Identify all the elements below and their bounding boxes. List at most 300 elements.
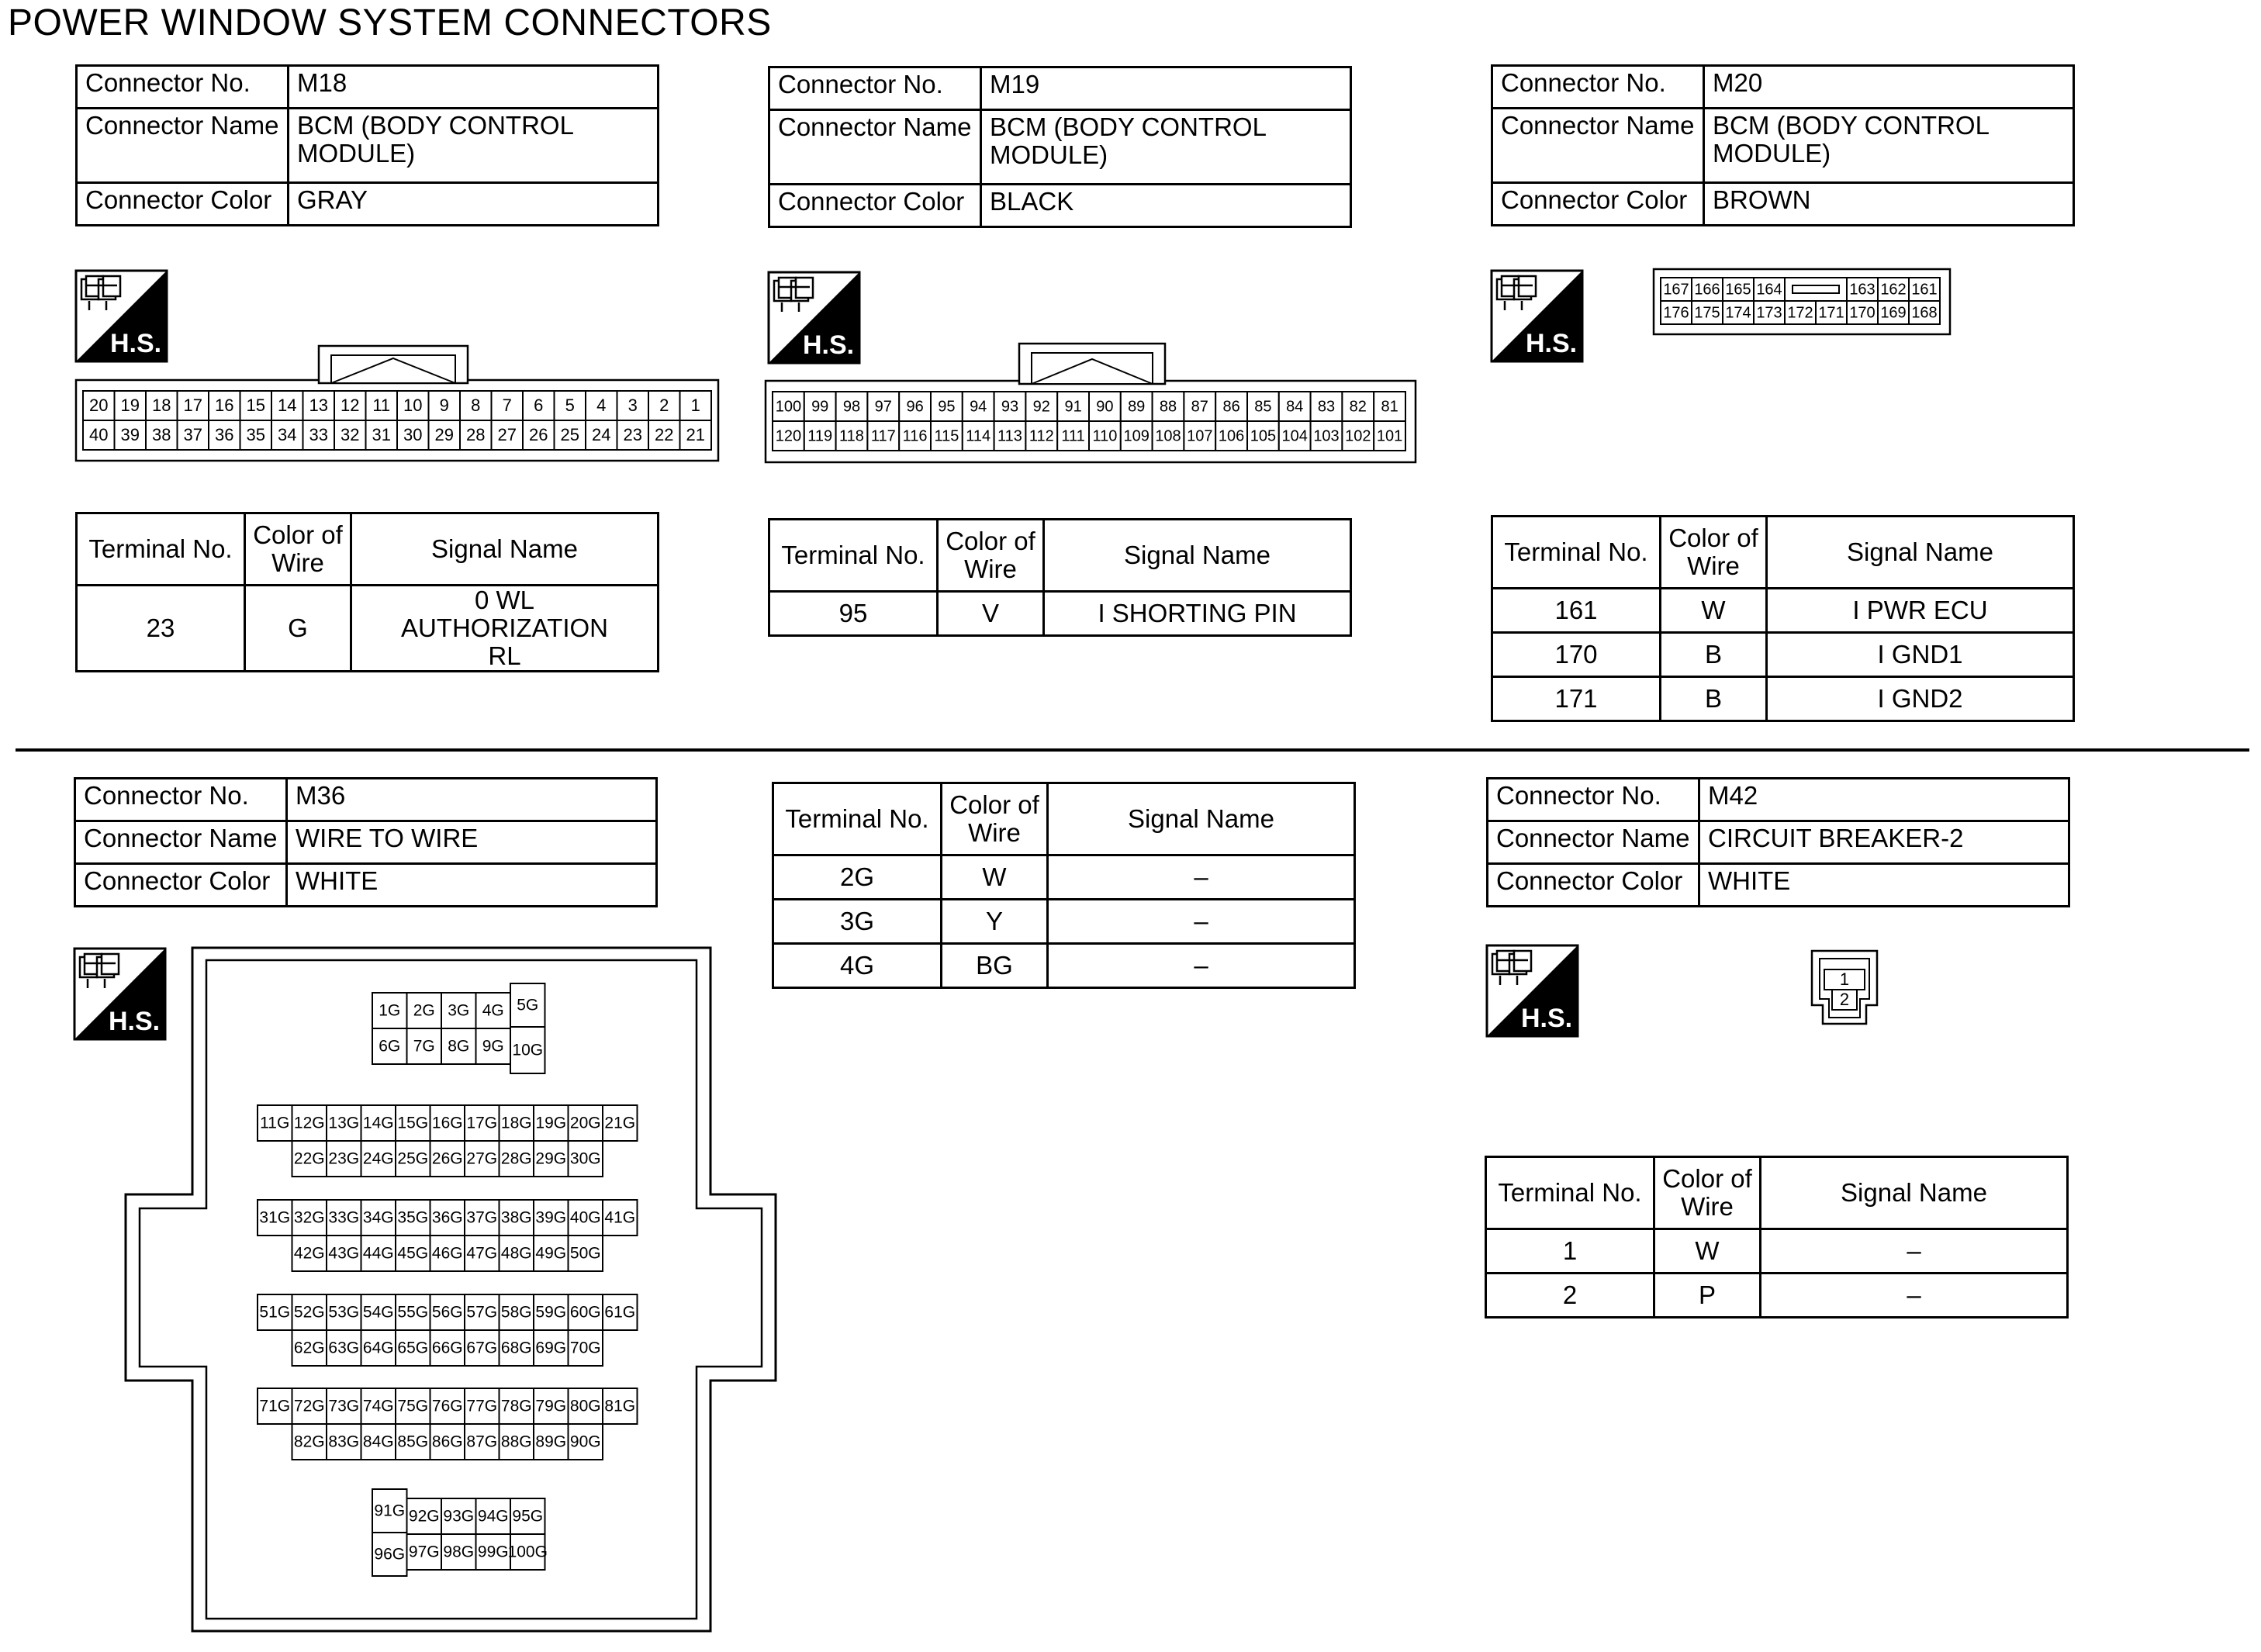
pin-cell	[430, 1424, 465, 1460]
pin-label: 22	[655, 424, 674, 444]
pin-label: 82G	[293, 1433, 325, 1451]
pin-cell	[1374, 392, 1405, 421]
pin-label: 93	[1001, 398, 1019, 416]
pin-label: 31	[372, 424, 391, 444]
wire-color: W	[942, 855, 1048, 900]
pin-label: 28G	[500, 1149, 532, 1168]
pin-label: 117	[870, 427, 896, 445]
pin-label: 33	[309, 424, 328, 444]
pin-label: 65G	[397, 1339, 429, 1357]
m20-connector-face	[1653, 268, 1951, 337]
wire-color: W	[1661, 589, 1767, 633]
pin-label: 106	[1218, 427, 1245, 445]
pin-cell	[603, 1200, 638, 1236]
pin-label: 17G	[466, 1114, 498, 1132]
pin-cell	[994, 392, 1026, 421]
pin-cell	[680, 391, 712, 420]
pin-cell	[361, 1330, 396, 1366]
m20-terminal-table	[1491, 515, 2075, 722]
pin-label: 8	[471, 395, 481, 415]
pin-cell	[430, 1105, 465, 1141]
pin-label: 71G	[259, 1397, 291, 1415]
pin-label: 101	[1376, 427, 1403, 445]
pin-label: 113	[997, 427, 1022, 445]
table-row	[773, 855, 1355, 900]
pin-cell	[1754, 301, 1785, 324]
terminal-no-header: Terminal No.	[77, 513, 245, 586]
pin-label: 23G	[328, 1149, 360, 1168]
pin-label: 5G	[517, 996, 539, 1014]
pin-cell	[1847, 301, 1878, 324]
terminal-no-header: Terminal No.	[773, 783, 942, 855]
pin-label: 11	[372, 395, 391, 415]
pin-label: 87	[1191, 398, 1208, 416]
pin-label: 175	[1694, 304, 1720, 322]
table-row	[1492, 677, 2074, 721]
signal-name: I PWR ECU	[1767, 589, 2074, 633]
pin-label: 84G	[362, 1433, 394, 1451]
signal-name-header: Signal Name	[1048, 783, 1355, 855]
pin-label: 39G	[535, 1208, 567, 1227]
pin-cell	[534, 1330, 569, 1366]
m20-connector-no: M20	[1704, 66, 2074, 109]
pin-cell	[510, 1498, 545, 1534]
pin-label: 51G	[259, 1303, 291, 1322]
pin-cell	[430, 1294, 465, 1330]
m36-connector-face	[124, 946, 777, 1633]
pin-cell	[396, 1388, 430, 1424]
pin-label: 87G	[466, 1433, 498, 1451]
pin-cell	[397, 420, 429, 450]
pin-label: 76G	[431, 1397, 463, 1415]
pin-cell	[1878, 301, 1909, 324]
pin-label: 4	[596, 395, 607, 415]
pin-cell	[836, 392, 868, 421]
pin-cell	[500, 1105, 534, 1141]
pin-cell	[396, 1424, 430, 1460]
pin-cell	[500, 1294, 534, 1330]
pin-cell	[603, 1105, 638, 1141]
pin-cell	[500, 1388, 534, 1424]
pin-label: 18G	[500, 1114, 532, 1132]
pin-label: 40	[89, 424, 109, 444]
pin-label: 81	[1381, 398, 1398, 416]
terminal-no: 1	[1486, 1229, 1654, 1274]
pin-cell	[465, 1388, 500, 1424]
pin-label: 85	[1254, 398, 1272, 416]
pin-label: 15	[246, 395, 265, 415]
pin-cell	[327, 1105, 361, 1141]
pin-label: 105	[1250, 427, 1277, 445]
wire-color: BG	[942, 944, 1048, 988]
pin-label: 170	[1849, 304, 1876, 322]
pin-label: 20G	[569, 1114, 601, 1132]
table-row	[1492, 633, 2074, 677]
pin-label: 21	[686, 424, 705, 444]
pin-cell	[586, 420, 617, 450]
pin-label: 16G	[431, 1114, 463, 1132]
signal-name: –	[1048, 855, 1355, 900]
terminal-no-header: Terminal No.	[1492, 517, 1661, 589]
pin-label: 98	[842, 398, 861, 416]
terminal-no: 23	[77, 586, 245, 672]
wire-color: G	[245, 586, 351, 672]
hs-label: H.S.	[1520, 1004, 1573, 1033]
pin-cell	[500, 1330, 534, 1366]
pin-label: 58G	[500, 1303, 532, 1322]
pin-label: 36	[215, 424, 234, 444]
pin-cell	[372, 1533, 407, 1576]
pin-cell	[327, 1424, 361, 1460]
pin-cell	[1785, 301, 1816, 324]
pin-cell	[534, 1105, 569, 1141]
connector-no-label: Connector No.	[75, 779, 287, 821]
pin-label: 166	[1694, 281, 1720, 299]
pin-label: 82	[1349, 398, 1367, 416]
pin-label: 38G	[500, 1208, 532, 1227]
pin-cell	[555, 391, 586, 420]
pin-cell	[1374, 421, 1405, 451]
terminal-no: 95	[769, 592, 938, 636]
pin-label: 100	[775, 398, 802, 416]
pin-cell	[569, 1294, 603, 1330]
pin-cell	[327, 1330, 361, 1366]
pin-label: 4G	[482, 1001, 504, 1020]
pin-cell	[146, 420, 178, 450]
m42-terminal-table	[1485, 1156, 2069, 1318]
pin-label: 162	[1880, 281, 1907, 299]
pin-label: 3	[627, 395, 638, 415]
connector-no-label: Connector No.	[77, 66, 289, 109]
pin-label: 93G	[443, 1507, 475, 1526]
pin-cell	[867, 421, 899, 451]
signal-name-header: Signal Name	[1044, 520, 1351, 592]
pin-label: 104	[1281, 427, 1308, 445]
pin-cell	[209, 391, 240, 420]
pin-cell	[1247, 392, 1279, 421]
pin-cell	[1184, 421, 1215, 451]
pin-label: 36G	[431, 1208, 463, 1227]
pin-label: 40G	[569, 1208, 601, 1227]
signal-name: I GND1	[1767, 633, 2074, 677]
pin-cell	[1824, 969, 1865, 990]
pin-label: 161	[1911, 281, 1938, 299]
pin-cell	[648, 391, 680, 420]
pin-label: 1	[1839, 969, 1850, 989]
pin-label: 165	[1725, 281, 1751, 299]
signal-name: I GND2	[1767, 677, 2074, 721]
pin-cell	[372, 1028, 407, 1064]
pin-cell	[1153, 421, 1184, 451]
connector-color-label: Connector Color	[77, 183, 289, 226]
signal-name: –	[1761, 1229, 2068, 1274]
pin-label: 90G	[569, 1433, 601, 1451]
pin-cell	[1279, 392, 1311, 421]
table-row	[1486, 1229, 2068, 1274]
table-row	[773, 900, 1355, 944]
pin-label: 60G	[569, 1303, 601, 1322]
pin-cell	[396, 1141, 430, 1177]
pin-label: 32G	[293, 1208, 325, 1227]
pin-cell	[396, 1200, 430, 1236]
pin-cell	[361, 1294, 396, 1330]
pin-cell	[523, 420, 555, 450]
pin-cell	[327, 1388, 361, 1424]
pin-label: 74G	[362, 1397, 394, 1415]
pin-label: 116	[902, 427, 928, 445]
pin-cell	[115, 420, 147, 450]
pin-cell	[1847, 278, 1878, 301]
m18-connector-no: M18	[289, 66, 659, 109]
pin-cell	[1247, 421, 1279, 451]
pin-cell	[396, 1105, 430, 1141]
pin-cell	[258, 1294, 292, 1330]
pin-cell	[361, 1424, 396, 1460]
pin-label: 66G	[431, 1339, 463, 1357]
pin-cell	[603, 1388, 638, 1424]
m36-terminal-table	[772, 782, 1356, 989]
pin-cell	[555, 420, 586, 450]
pin-label: 27	[497, 424, 517, 444]
m18-terminal-table	[75, 512, 659, 672]
pin-cell	[366, 391, 398, 420]
pin-cell	[500, 1200, 534, 1236]
pin-cell	[804, 392, 836, 421]
pin-label: 97	[874, 398, 892, 416]
connector-no-label: Connector No.	[1488, 779, 1699, 821]
pin-label: 90	[1096, 398, 1114, 416]
pin-cell	[465, 1141, 500, 1177]
pin-cell	[441, 993, 476, 1028]
pin-cell	[1121, 392, 1153, 421]
pin-cell	[1089, 421, 1121, 451]
pin-cell	[327, 1236, 361, 1271]
pin-cell	[460, 391, 492, 420]
pin-cell	[303, 391, 335, 420]
latch-inner	[1032, 353, 1153, 384]
hs-label: H.S.	[802, 330, 855, 360]
pin-label: 9	[439, 395, 449, 415]
pin-label: 37G	[466, 1208, 498, 1227]
pin-label: 37	[183, 424, 202, 444]
pin-label: 27G	[466, 1149, 498, 1168]
pin-cell	[569, 1141, 603, 1177]
pin-cell	[1311, 392, 1343, 421]
pin-cell	[899, 421, 931, 451]
pin-cell	[1754, 278, 1785, 301]
pin-cell	[430, 1330, 465, 1366]
pin-cell	[361, 1141, 396, 1177]
pin-cell	[1909, 301, 1940, 324]
m19-connector-no: M19	[981, 67, 1351, 110]
pin-label: 1G	[379, 1001, 401, 1020]
pin-label: 88	[1159, 398, 1177, 416]
pin-label: 23	[623, 424, 642, 444]
pin-cell	[476, 1028, 511, 1064]
pin-cell	[1153, 392, 1184, 421]
pin-cell	[292, 1200, 327, 1236]
pin-cell	[476, 1498, 511, 1534]
terminal-no: 170	[1492, 633, 1661, 677]
m42-connector-face	[1810, 949, 1880, 1027]
pin-cell	[963, 392, 994, 421]
pin-cell	[492, 391, 524, 420]
pin-label: 68G	[500, 1339, 532, 1357]
pin-label: 96	[906, 398, 924, 416]
pin-label: 34	[278, 424, 297, 444]
pin-label: 173	[1756, 304, 1782, 322]
pin-cell	[1878, 278, 1909, 301]
pin-cell	[83, 391, 115, 420]
pin-cell	[396, 1236, 430, 1271]
pin-label: 25	[560, 424, 579, 444]
pin-label: 81G	[604, 1397, 636, 1415]
pin-cell	[523, 391, 555, 420]
pin-cell	[1057, 421, 1089, 451]
pin-cell	[931, 392, 963, 421]
center-key-inner	[1793, 285, 1839, 293]
pin-cell	[361, 1105, 396, 1141]
pin-cell	[407, 1028, 442, 1064]
m19-connector-info	[768, 66, 1352, 228]
pin-cell	[836, 421, 868, 451]
pin-label: 33G	[328, 1208, 360, 1227]
pin-label: 3G	[448, 1001, 470, 1020]
pin-label: 111	[1061, 427, 1085, 445]
pin-label: 42G	[293, 1244, 325, 1263]
pin-label: 35G	[397, 1208, 429, 1227]
hs-label: H.S.	[108, 1007, 161, 1036]
wire-color: W	[1654, 1229, 1761, 1274]
pin-cell	[508, 1534, 548, 1570]
pin-label: 19G	[535, 1114, 567, 1132]
connector-color-label: Connector Color	[769, 185, 981, 227]
pin-label: 2	[1839, 989, 1850, 1009]
pin-cell	[430, 1236, 465, 1271]
pin-cell	[430, 1141, 465, 1177]
m20-connector-name: BCM (BODY CONTROL MODULE)	[1704, 109, 2074, 183]
pin-cell	[441, 1498, 476, 1534]
pin-cell	[1121, 421, 1153, 451]
pin-cell	[1342, 421, 1374, 451]
pin-label: 107	[1187, 427, 1213, 445]
pin-label: 63G	[328, 1339, 360, 1357]
pin-cell	[271, 391, 303, 420]
pin-label: 26	[529, 424, 548, 444]
pin-cell	[1215, 421, 1247, 451]
latch-inner	[331, 355, 455, 383]
pin-label: 86	[1222, 398, 1240, 416]
pin-label: 70G	[569, 1339, 601, 1357]
pin-cell	[1661, 301, 1692, 324]
m19-connector-name: BCM (BODY CONTROL MODULE)	[981, 110, 1351, 185]
connector-name-label: Connector Name	[77, 109, 289, 183]
pin-label: 55G	[397, 1303, 429, 1322]
pin-label: 10	[403, 395, 423, 415]
pin-label: 41G	[604, 1208, 636, 1227]
m42-connector-info	[1486, 777, 2070, 907]
pin-cell	[430, 1388, 465, 1424]
pin-cell	[327, 1294, 361, 1330]
pin-label: 94G	[477, 1507, 509, 1526]
terminal-no: 2	[1486, 1274, 1654, 1318]
m19-terminal-table	[768, 518, 1352, 637]
pin-cell	[1342, 392, 1374, 421]
pin-label: 18	[152, 395, 171, 415]
connector-name-label: Connector Name	[769, 110, 981, 185]
pin-label: 96G	[374, 1545, 406, 1564]
m42-connector-color: WHITE	[1699, 864, 2069, 907]
pin-cell	[178, 391, 209, 420]
pin-label: 88G	[500, 1433, 532, 1451]
connector-name-label: Connector Name	[75, 821, 287, 864]
pin-label: 61G	[604, 1303, 636, 1322]
pin-cell	[258, 1388, 292, 1424]
pin-cell	[1184, 392, 1215, 421]
m19-connector-color: BLACK	[981, 185, 1351, 227]
pin-label: 54G	[362, 1303, 394, 1322]
pin-cell	[569, 1330, 603, 1366]
table-row	[1492, 589, 2074, 633]
pin-label: 92	[1032, 398, 1050, 416]
pin-label: 103	[1313, 427, 1340, 445]
pin-cell	[396, 1294, 430, 1330]
pin-cell	[510, 1027, 545, 1073]
pin-label: 11G	[260, 1114, 290, 1132]
pin-cell	[867, 392, 899, 421]
pin-label: 30G	[569, 1149, 601, 1168]
pin-label: 78G	[500, 1397, 532, 1415]
pin-cell	[258, 1200, 292, 1236]
pin-label: 97G	[408, 1543, 440, 1561]
pin-label: 67G	[466, 1339, 498, 1357]
pin-label: 69G	[535, 1339, 567, 1357]
terminal-no: 3G	[773, 900, 942, 944]
pin-label: 57G	[466, 1303, 498, 1322]
pin-cell	[586, 391, 617, 420]
pin-label: 15G	[397, 1114, 429, 1132]
pin-cell	[534, 1236, 569, 1271]
pin-label: 13	[309, 395, 328, 415]
pin-cell	[146, 391, 178, 420]
pin-cell	[327, 1200, 361, 1236]
pin-label: 24G	[362, 1149, 394, 1168]
color-of-wire-header: Color of Wire	[1654, 1157, 1761, 1229]
pin-cell	[465, 1236, 500, 1271]
pin-label: 7	[502, 395, 512, 415]
pin-label: 16	[215, 395, 234, 415]
pin-label: 29G	[535, 1149, 567, 1168]
signal-name: I SHORTING PIN	[1044, 592, 1351, 636]
pin-label: 89	[1128, 398, 1146, 416]
pin-cell	[327, 1141, 361, 1177]
pin-cell	[429, 420, 461, 450]
pin-cell	[773, 392, 804, 421]
pin-label: 26G	[431, 1149, 463, 1168]
pin-label: 108	[1155, 427, 1181, 445]
pin-cell	[773, 421, 804, 451]
pin-cell	[258, 1105, 292, 1141]
pin-label: 7G	[413, 1037, 435, 1056]
pin-cell	[617, 420, 649, 450]
pin-cell	[534, 1388, 569, 1424]
pin-label: 13G	[328, 1114, 360, 1132]
pin-cell	[407, 993, 442, 1028]
connector-no-label: Connector No.	[769, 67, 981, 110]
pin-cell	[1311, 421, 1343, 451]
pin-label: 45G	[397, 1244, 429, 1263]
pin-label: 49G	[535, 1244, 567, 1263]
